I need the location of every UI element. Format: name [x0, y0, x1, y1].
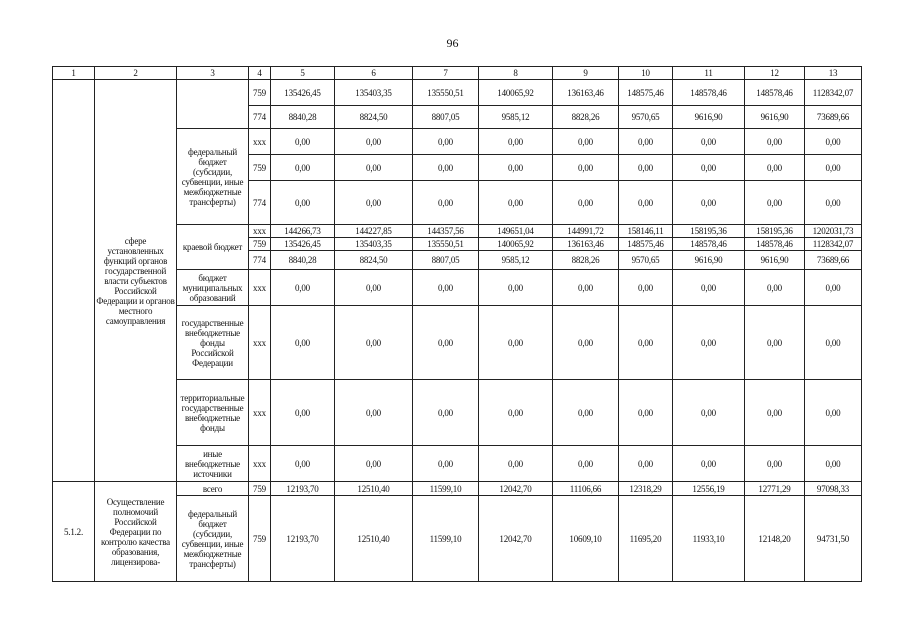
value-col-8: 0,00 — [479, 181, 553, 225]
table-row — [53, 482, 862, 496]
value-col-8: 0,00 — [479, 129, 553, 155]
value-col-11: 0,00 — [673, 446, 745, 482]
value-col-6: 0,00 — [335, 306, 413, 380]
value-col-9: 144991,72 — [553, 225, 619, 238]
value-col-8: 149651,04 — [479, 225, 553, 238]
value-col-10: 0,00 — [619, 129, 673, 155]
value-col-9: 0,00 — [553, 129, 619, 155]
value-col-10: 148575,46 — [619, 238, 673, 251]
value-col-8: 12042,70 — [479, 496, 553, 582]
value-col-10: 0,00 — [619, 380, 673, 446]
value-col-12: 0,00 — [745, 380, 805, 446]
value-col-11: 0,00 — [673, 129, 745, 155]
value-col-9: 8828,26 — [553, 251, 619, 270]
source-label — [177, 80, 249, 129]
item-number: 5.1.2. — [53, 482, 95, 582]
value-col-6: 144227,85 — [335, 225, 413, 238]
value-col-13: 1202031,73 — [805, 225, 862, 238]
value-col-7: 8807,05 — [413, 251, 479, 270]
value-col-8: 9585,12 — [479, 251, 553, 270]
source-label: государственные внебюджетные фонды Российской Федерации — [177, 306, 249, 380]
value-col-6: 12510,40 — [335, 482, 413, 496]
value-col-13: 97098,33 — [805, 482, 862, 496]
value-col-6: 12510,40 — [335, 496, 413, 582]
value-col-5: 0,00 — [271, 155, 335, 181]
value-col-6: 0,00 — [335, 446, 413, 482]
value-col-13: 0,00 — [805, 181, 862, 225]
value-col-12: 9616,90 — [745, 106, 805, 129]
value-col-11: 0,00 — [673, 155, 745, 181]
value-col-9: 136163,46 — [553, 80, 619, 106]
value-col-5: 8840,28 — [271, 106, 335, 129]
budget-table — [52, 66, 862, 582]
value-col-6: 8824,50 — [335, 251, 413, 270]
value-col-11: 9616,90 — [673, 106, 745, 129]
source-label: федеральный бюджет (субсидии, субвенции, иные межбюджетные трансферты) — [177, 496, 249, 582]
value-col-12: 9616,90 — [745, 251, 805, 270]
value-col-9: 0,00 — [553, 380, 619, 446]
value-col-10: 148575,46 — [619, 80, 673, 106]
value-col-12: 0,00 — [745, 270, 805, 306]
source-label: всего — [177, 482, 249, 496]
value-col-13: 73689,66 — [805, 251, 862, 270]
value-col-6: 135403,35 — [335, 238, 413, 251]
value-col-7: 11599,10 — [413, 496, 479, 582]
budget-code: 759 — [249, 155, 271, 181]
value-col-9: 10609,10 — [553, 496, 619, 582]
value-col-13: 0,00 — [805, 129, 862, 155]
value-col-8: 9585,12 — [479, 106, 553, 129]
value-col-5: 12193,70 — [271, 482, 335, 496]
budget-code: 759 — [249, 496, 271, 582]
value-col-7: 135550,51 — [413, 238, 479, 251]
value-col-5: 0,00 — [271, 270, 335, 306]
column-header-11: 11 — [673, 67, 745, 80]
value-col-9: 0,00 — [553, 306, 619, 380]
value-col-12: 0,00 — [745, 181, 805, 225]
column-header-4: 4 — [249, 67, 271, 80]
budget-code: ххх — [249, 306, 271, 380]
column-header-12: 12 — [745, 67, 805, 80]
value-col-6: 8824,50 — [335, 106, 413, 129]
value-col-10: 0,00 — [619, 181, 673, 225]
value-col-7: 11599,10 — [413, 482, 479, 496]
value-col-11: 148578,46 — [673, 80, 745, 106]
value-col-11: 0,00 — [673, 380, 745, 446]
value-col-9: 8828,26 — [553, 106, 619, 129]
value-col-13: 0,00 — [805, 155, 862, 181]
column-header-2: 2 — [95, 67, 177, 80]
value-col-7: 0,00 — [413, 270, 479, 306]
value-col-8: 140065,92 — [479, 80, 553, 106]
column-header-3: 3 — [177, 67, 249, 80]
budget-code: 759 — [249, 80, 271, 106]
value-col-7: 0,00 — [413, 380, 479, 446]
column-header-7: 7 — [413, 67, 479, 80]
value-col-10: 0,00 — [619, 446, 673, 482]
value-col-5: 12193,70 — [271, 496, 335, 582]
value-col-12: 12148,20 — [745, 496, 805, 582]
column-header-6: 6 — [335, 67, 413, 80]
value-col-7: 0,00 — [413, 155, 479, 181]
value-col-7: 0,00 — [413, 181, 479, 225]
budget-code: ххх — [249, 446, 271, 482]
value-col-6: 0,00 — [335, 129, 413, 155]
value-col-10: 158146,11 — [619, 225, 673, 238]
value-col-5: 0,00 — [271, 129, 335, 155]
value-col-11: 9616,90 — [673, 251, 745, 270]
value-col-12: 0,00 — [745, 155, 805, 181]
value-col-10: 11695,20 — [619, 496, 673, 582]
value-col-10: 12318,29 — [619, 482, 673, 496]
budget-code: 774 — [249, 106, 271, 129]
column-header-10: 10 — [619, 67, 673, 80]
source-label: территориальные государственные внебюджетные фонды — [177, 380, 249, 446]
value-col-13: 1128342,07 — [805, 80, 862, 106]
budget-code: 759 — [249, 482, 271, 496]
value-col-12: 0,00 — [745, 129, 805, 155]
value-col-10: 9570,65 — [619, 251, 673, 270]
value-col-8: 0,00 — [479, 380, 553, 446]
value-col-6: 0,00 — [335, 181, 413, 225]
value-col-12: 158195,36 — [745, 225, 805, 238]
value-col-12: 0,00 — [745, 446, 805, 482]
value-col-11: 148578,46 — [673, 238, 745, 251]
budget-code: 774 — [249, 251, 271, 270]
value-col-13: 0,00 — [805, 306, 862, 380]
value-col-7: 135550,51 — [413, 80, 479, 106]
value-col-11: 0,00 — [673, 306, 745, 380]
value-col-7: 0,00 — [413, 306, 479, 380]
value-col-6: 0,00 — [335, 155, 413, 181]
value-col-8: 0,00 — [479, 306, 553, 380]
budget-code: ххх — [249, 270, 271, 306]
value-col-12: 148578,46 — [745, 238, 805, 251]
value-col-9: 0,00 — [553, 446, 619, 482]
item-name: сфере установленных функций органов государственной власти субъектов Российской Федерации и органов местного самоуправления — [95, 80, 177, 482]
budget-code: 774 — [249, 181, 271, 225]
page-number: 96 — [446, 36, 459, 50]
value-col-5: 0,00 — [271, 380, 335, 446]
column-header-8: 8 — [479, 67, 553, 80]
value-col-13: 1128342,07 — [805, 238, 862, 251]
value-col-5: 8840,28 — [271, 251, 335, 270]
value-col-6: 0,00 — [335, 380, 413, 446]
value-col-9: 11106,66 — [553, 482, 619, 496]
value-col-8: 0,00 — [479, 446, 553, 482]
value-col-7: 0,00 — [413, 446, 479, 482]
table-row — [53, 67, 862, 80]
value-col-7: 144357,56 — [413, 225, 479, 238]
budget-code: 759 — [249, 238, 271, 251]
value-col-5: 0,00 — [271, 181, 335, 225]
source-label: бюджет муниципальных образований — [177, 270, 249, 306]
value-col-10: 0,00 — [619, 306, 673, 380]
value-col-5: 144266,73 — [271, 225, 335, 238]
value-col-13: 0,00 — [805, 446, 862, 482]
value-col-11: 158195,36 — [673, 225, 745, 238]
value-col-9: 0,00 — [553, 155, 619, 181]
source-label: иные внебюджетные источники — [177, 446, 249, 482]
value-col-10: 0,00 — [619, 270, 673, 306]
value-col-8: 12042,70 — [479, 482, 553, 496]
budget-code: ххх — [249, 129, 271, 155]
value-col-11: 11933,10 — [673, 496, 745, 582]
value-col-6: 0,00 — [335, 270, 413, 306]
column-header-9: 9 — [553, 67, 619, 80]
value-col-11: 12556,19 — [673, 482, 745, 496]
value-col-13: 94731,50 — [805, 496, 862, 582]
value-col-7: 0,00 — [413, 129, 479, 155]
value-col-9: 136163,46 — [553, 238, 619, 251]
budget-code: ххх — [249, 225, 271, 238]
value-col-9: 0,00 — [553, 270, 619, 306]
value-col-9: 0,00 — [553, 181, 619, 225]
value-col-13: 0,00 — [805, 380, 862, 446]
value-col-8: 140065,92 — [479, 238, 553, 251]
value-col-10: 9570,65 — [619, 106, 673, 129]
table-row — [53, 80, 862, 106]
value-col-12: 148578,46 — [745, 80, 805, 106]
item-number — [53, 80, 95, 482]
value-col-12: 0,00 — [745, 306, 805, 380]
value-col-10: 0,00 — [619, 155, 673, 181]
column-header-5: 5 — [271, 67, 335, 80]
value-col-8: 0,00 — [479, 155, 553, 181]
column-header-13: 13 — [805, 67, 862, 80]
value-col-12: 12771,29 — [745, 482, 805, 496]
value-col-11: 0,00 — [673, 181, 745, 225]
value-col-8: 0,00 — [479, 270, 553, 306]
budget-code: ххх — [249, 380, 271, 446]
value-col-5: 135426,45 — [271, 80, 335, 106]
column-header-1: 1 — [53, 67, 95, 80]
value-col-5: 0,00 — [271, 446, 335, 482]
value-col-5: 0,00 — [271, 306, 335, 380]
value-col-13: 73689,66 — [805, 106, 862, 129]
value-col-7: 8807,05 — [413, 106, 479, 129]
value-col-6: 135403,35 — [335, 80, 413, 106]
value-col-11: 0,00 — [673, 270, 745, 306]
value-col-13: 0,00 — [805, 270, 862, 306]
value-col-5: 135426,45 — [271, 238, 335, 251]
item-name: Осуществление полномочий Российской Федерации по контролю качества образования, лицензирова- — [95, 482, 177, 582]
source-label: федеральный бюджет (субсидии, субвенции, иные межбюджетные трансферты) — [177, 129, 249, 225]
source-label: краевой бюджет — [177, 225, 249, 270]
